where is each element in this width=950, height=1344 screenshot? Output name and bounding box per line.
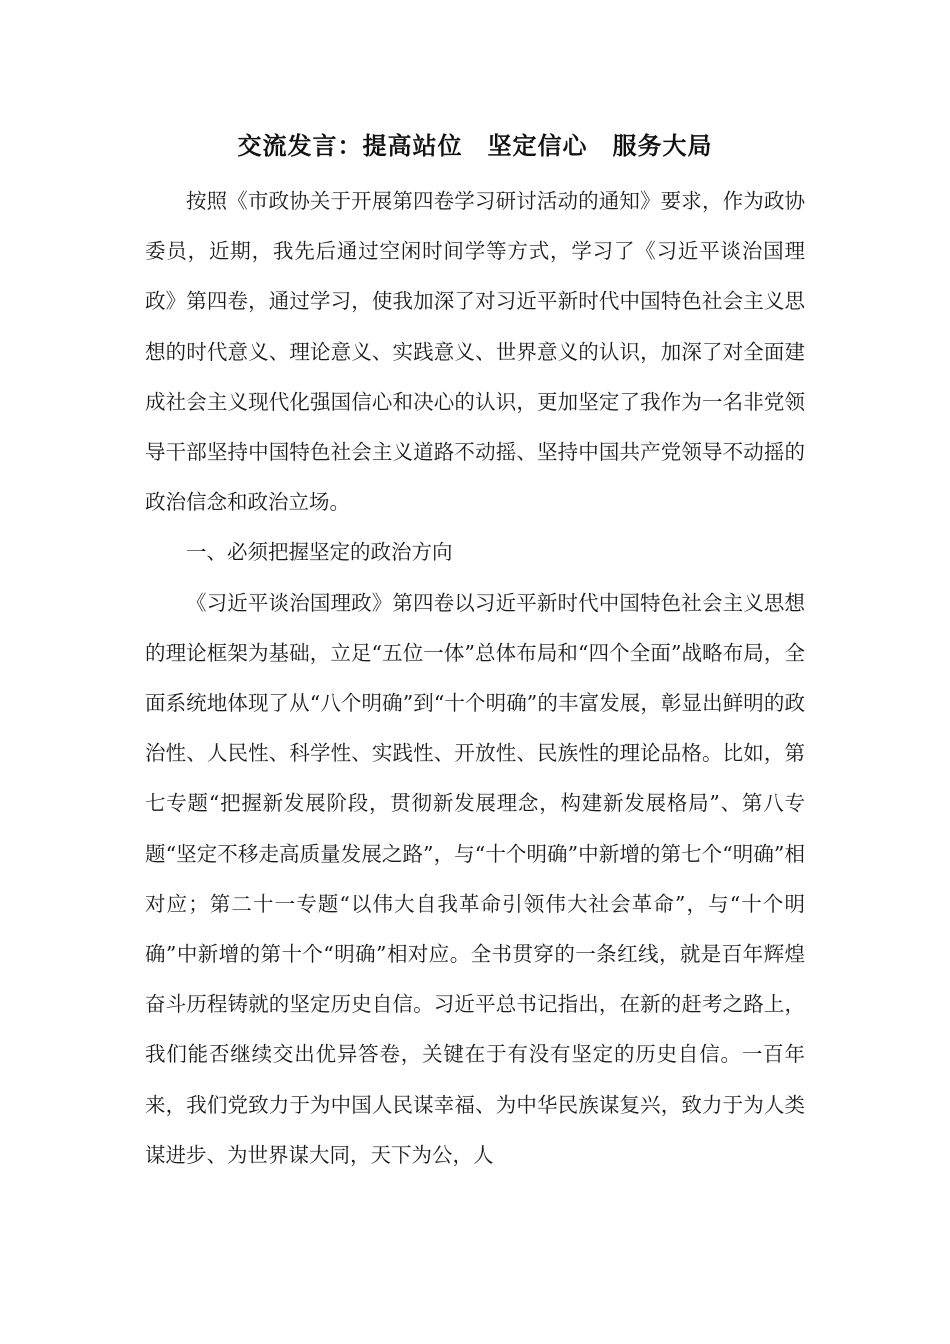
section-paragraph: 《习近平谈治国理政》第四卷以习近平新时代中国特色社会主义思想的理论框架为基础，立足“五位一体”总体布局和“四个全面”战略布局，全面系统地体现了从“八个明确”到“十个明确”的丰富发展，彰显出鲜明的政治性、人民性、科学性、实践性、开放性、民族性的理论品格。比如，第七专题“把握新发展阶段，贯彻新发展理念，构建新发展格局”、第八专题“坚定不移走高质量发展之路”，与“十个明确”中新增的第七个“明确”相对应；第二十一专题“以伟大自我革命引领伟大社会革命”，与“十个明确”中新增的第十个“明确”相对应。全书贯穿的一条红线，就是百年辉煌奋斗历程铸就的坚定历史自信。习近平总书记指出，在新的赶考之路上，我们能否继续交出优异答卷，关键在于有没有坚定的历史自信。一百年来，我们党致力于为中国人民谋幸福、为中华民族谋复兴，致力于为人类谋进步、为世界谋大同，天下为公，人: [145, 590, 805, 1167]
section-heading: 一、必须把握坚定的政治方向: [186, 540, 453, 565]
document-title: 交流发言：提高站位 坚定信心 服务大局: [237, 132, 713, 160]
intro-paragraph: 按照《市政协关于开展第四卷学习研讨活动的通知》要求，作为政协委员，近期，我先后通过空闲时间学等方式，学习了《习近平谈治国理政》第四卷，通过学习，使我加深了对习近平新时代中国特色社会主义思想的时代意义、理论意义、实践意义、世界意义的认识，加深了对全面建成社会主义现代化强国信心和决心的认识，更加坚定了我作为一名非党领导干部坚持中国特色社会主义道路不动摇、坚持中国共产党领导不动摇的政治信念和政治立场。: [145, 189, 805, 515]
document-body: [145, 176, 805, 1180]
